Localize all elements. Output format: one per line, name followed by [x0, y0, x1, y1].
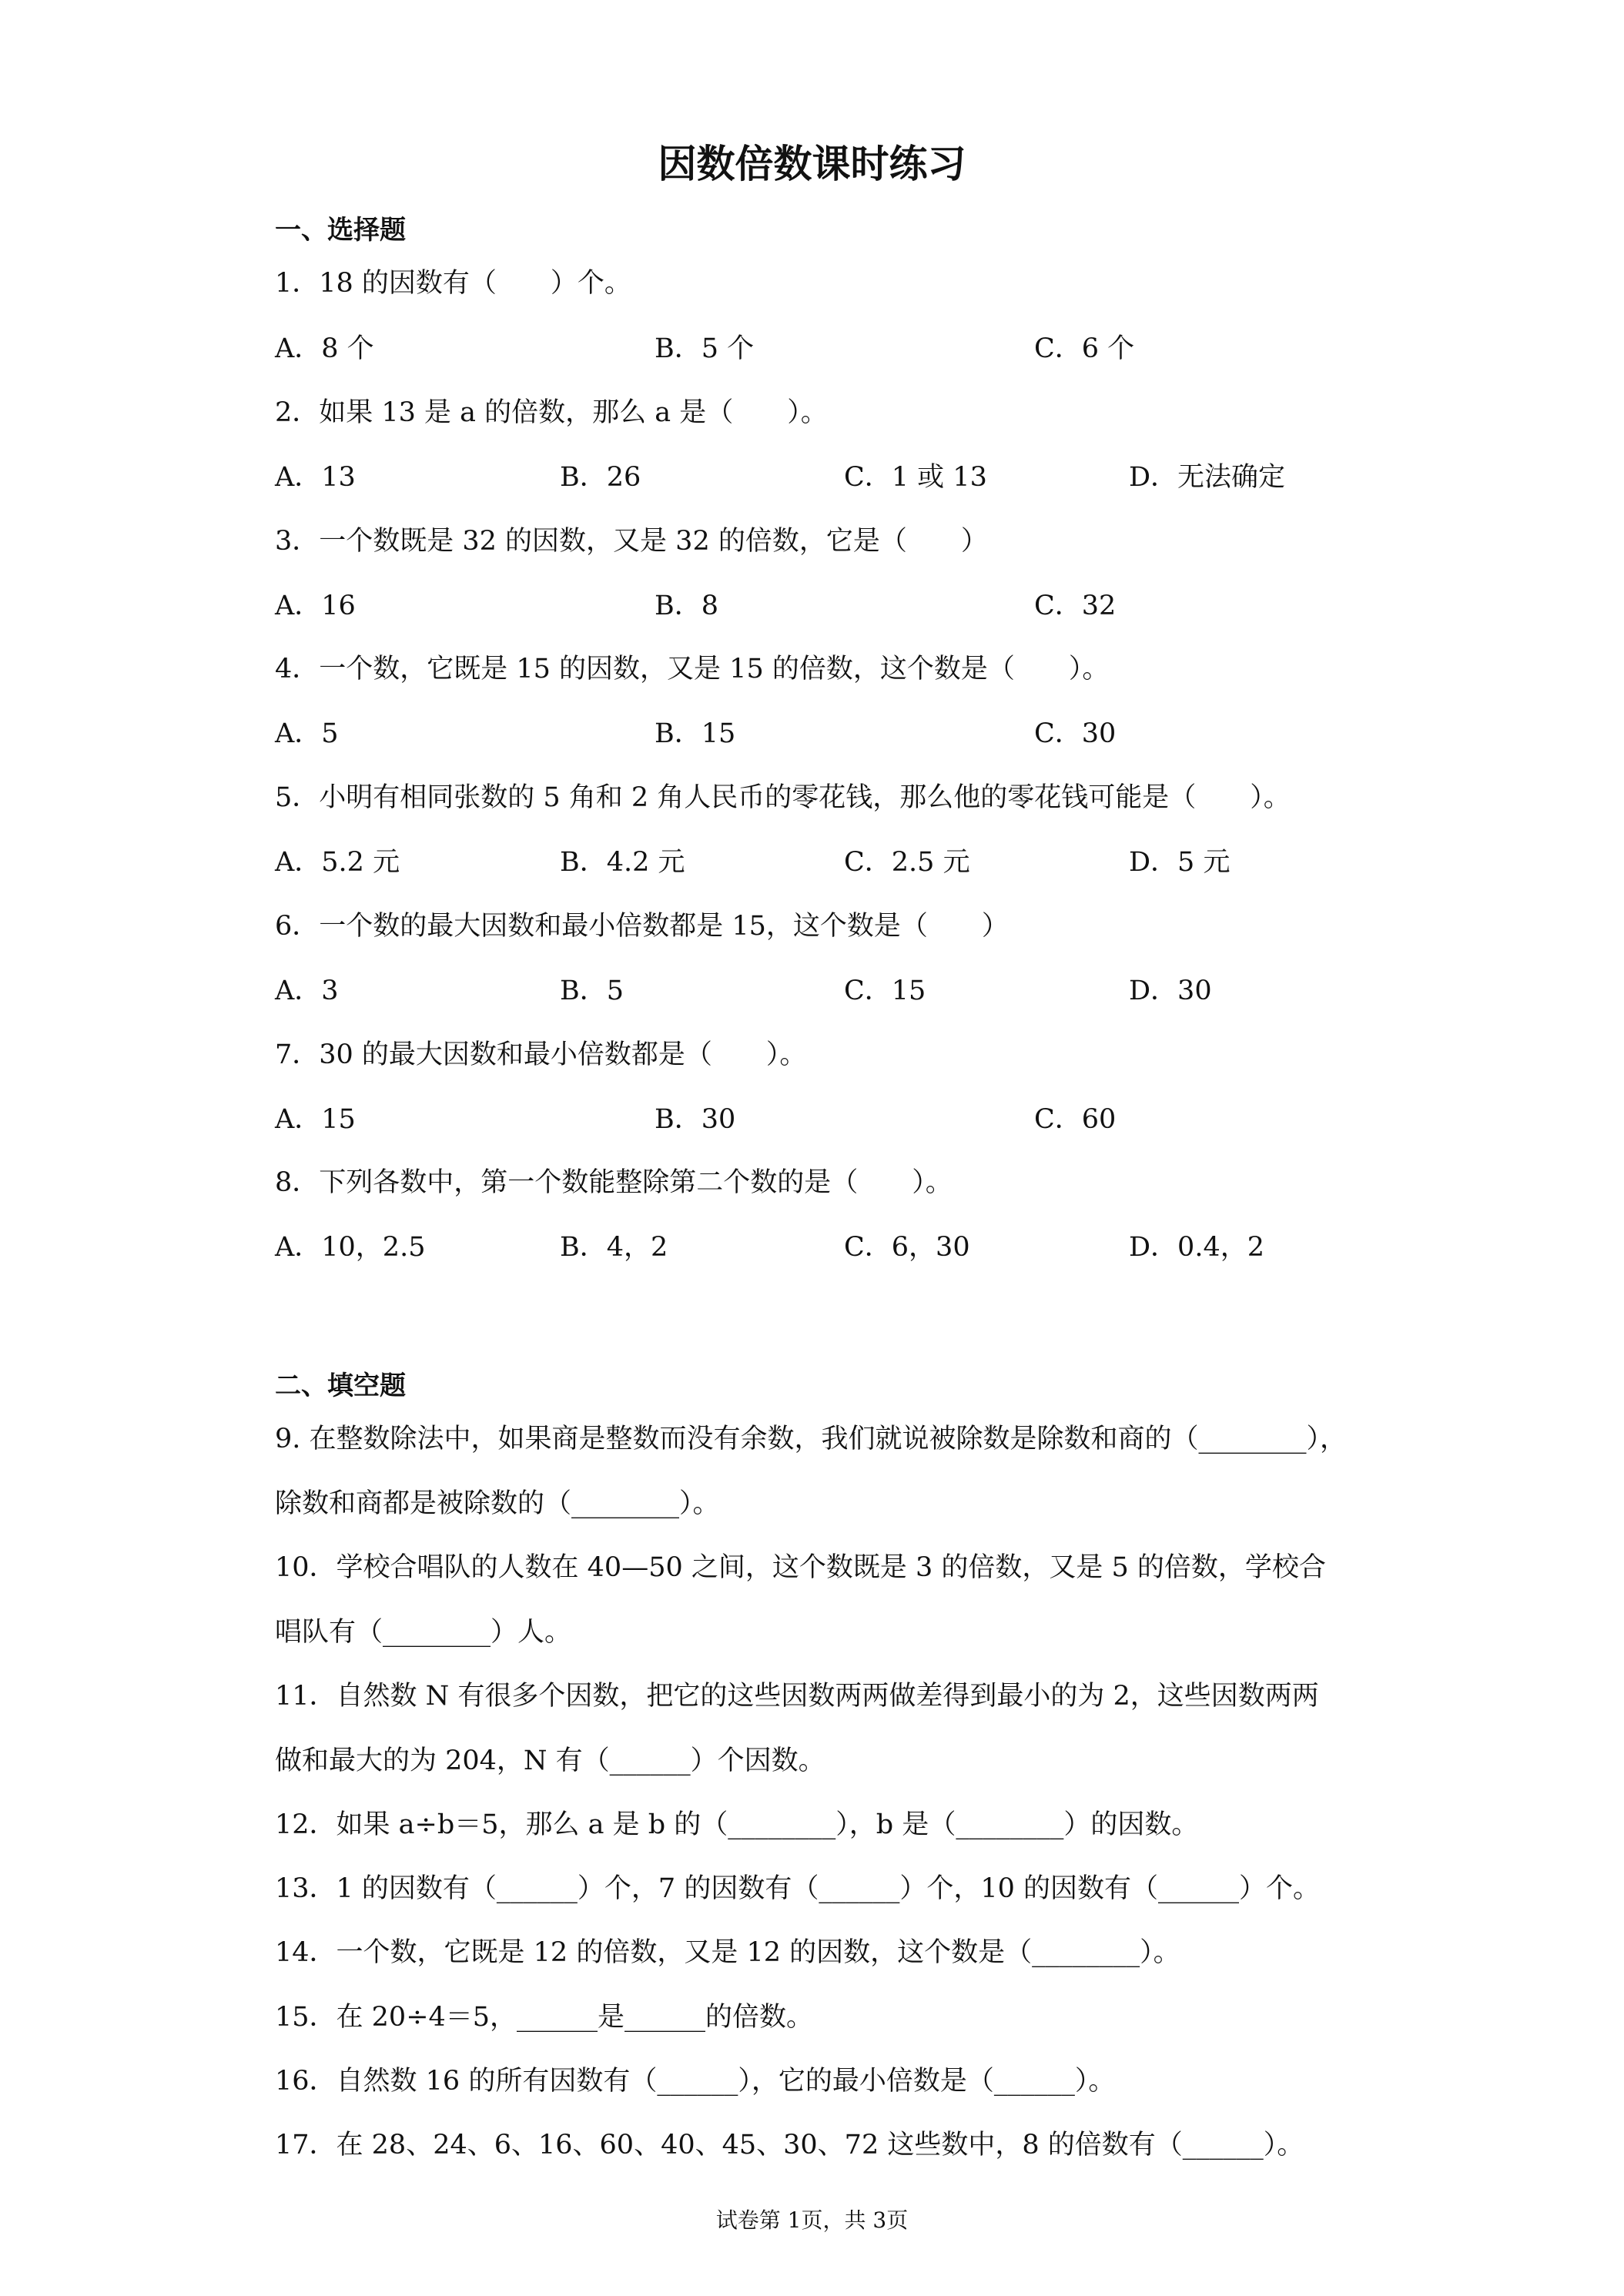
question-stem: 4．一个数，它既是 15 的因数，又是 15 的倍数，这个数是（ ）。 — [275, 654, 1110, 684]
option-a: A．10，2.5 — [275, 1232, 426, 1263]
option-b: B．4.2 元 — [560, 847, 685, 878]
section-heading-choice: 一、选择题 — [275, 215, 406, 246]
section-heading-fill: 二、填空题 — [275, 1371, 406, 1401]
option-b: B．8 — [655, 591, 718, 621]
fill-question-line: 14．一个数，它既是 12 的倍数，又是 12 的因数，这个数是（________）。 — [275, 1937, 1180, 1968]
option-a: A．3 — [275, 976, 339, 1006]
fill-question-line: 唱队有（________）人。 — [275, 1617, 572, 1648]
option-c: C．6，30 — [844, 1232, 970, 1263]
option-c: C．2.5 元 — [844, 847, 970, 878]
option-a: A．8 个 — [275, 333, 374, 364]
question-stem: 5．小明有相同张数的 5 角和 2 角人民币的零花钱，那么他的零花钱可能是（ ）。 — [275, 782, 1291, 813]
option-c: C．15 — [844, 976, 926, 1006]
page-title: 因数倍数课时练习 — [658, 142, 966, 186]
fill-question-line: 17．在 28、24、6、16、60、40、45、30、72 这些数中，8 的倍数有（______）。 — [275, 2130, 1304, 2160]
question-stem: 8．下列各数中，第一个数能整除第二个数的是（ ）。 — [275, 1167, 953, 1198]
option-d: D．0.4，2 — [1129, 1232, 1264, 1263]
fill-question-line: 做和最大的为 204，N 有（______）个因数。 — [275, 1745, 825, 1776]
option-a: A．5 — [275, 718, 339, 749]
fill-question-line: 除数和商都是被除数的（________）。 — [275, 1488, 720, 1519]
option-d: D．无法确定 — [1129, 462, 1286, 493]
option-a: A．15 — [275, 1104, 356, 1135]
option-a: A．16 — [275, 591, 356, 621]
question-stem: 7．30 的最大因数和最小倍数都是（ ）。 — [275, 1039, 807, 1070]
fill-question-line: 9. 在整数除法中，如果商是整数而没有余数，我们就说被除数是除数和商的（________）， — [275, 1424, 1348, 1454]
fill-question-line: 11．自然数 N 有很多个因数，把它的这些因数两两做差得到最小的为 2，这些因数两两 — [275, 1681, 1319, 1712]
question-stem: 2．如果 13 是 a 的倍数，那么 a 是（ ）。 — [275, 397, 828, 428]
option-a: A．5.2 元 — [275, 847, 400, 878]
option-d: D．5 元 — [1129, 847, 1231, 878]
option-b: B．15 — [655, 718, 736, 749]
option-b: B．30 — [655, 1104, 736, 1135]
option-c: C．60 — [1034, 1104, 1117, 1135]
option-b: B．5 — [560, 976, 624, 1006]
question-stem: 6．一个数的最大因数和最小倍数都是 15，这个数是（ ） — [275, 911, 1009, 942]
option-a: A．13 — [275, 462, 356, 493]
option-b: B．4，2 — [560, 1232, 668, 1263]
option-c: C．1 或 13 — [844, 462, 987, 493]
question-stem: 3．一个数既是 32 的因数，又是 32 的倍数，它是（ ） — [275, 526, 988, 557]
question-stem: 1．18 的因数有（ ）个。 — [275, 268, 631, 299]
fill-question-line: 10．学校合唱队的人数在 40—50 之间，这个数既是 3 的倍数，又是 5 的倍数，学校合 — [275, 1552, 1326, 1583]
option-c: C．6 个 — [1034, 333, 1135, 364]
page-footer: 试卷第 1页，共 3页 — [715, 2207, 909, 2233]
option-c: C．30 — [1034, 718, 1117, 749]
option-c: C．32 — [1034, 591, 1117, 621]
fill-question-line: 13．1 的因数有（______）个，7 的因数有（______）个，10 的因数有（______）个。 — [275, 1873, 1320, 1904]
option-d: D．30 — [1129, 976, 1212, 1006]
fill-question-line: 15．在 20÷4＝5，______是______的倍数。 — [275, 2002, 814, 2033]
fill-question-line: 16．自然数 16 的所有因数有（______），它的最小倍数是（______）。 — [275, 2066, 1116, 2097]
option-b: B．5 个 — [655, 333, 755, 364]
fill-question-line: 12．如果 a÷b＝5，那么 a 是 b 的（________），b 是（________）的因数。 — [275, 1809, 1199, 1840]
option-b: B．26 — [560, 462, 641, 493]
